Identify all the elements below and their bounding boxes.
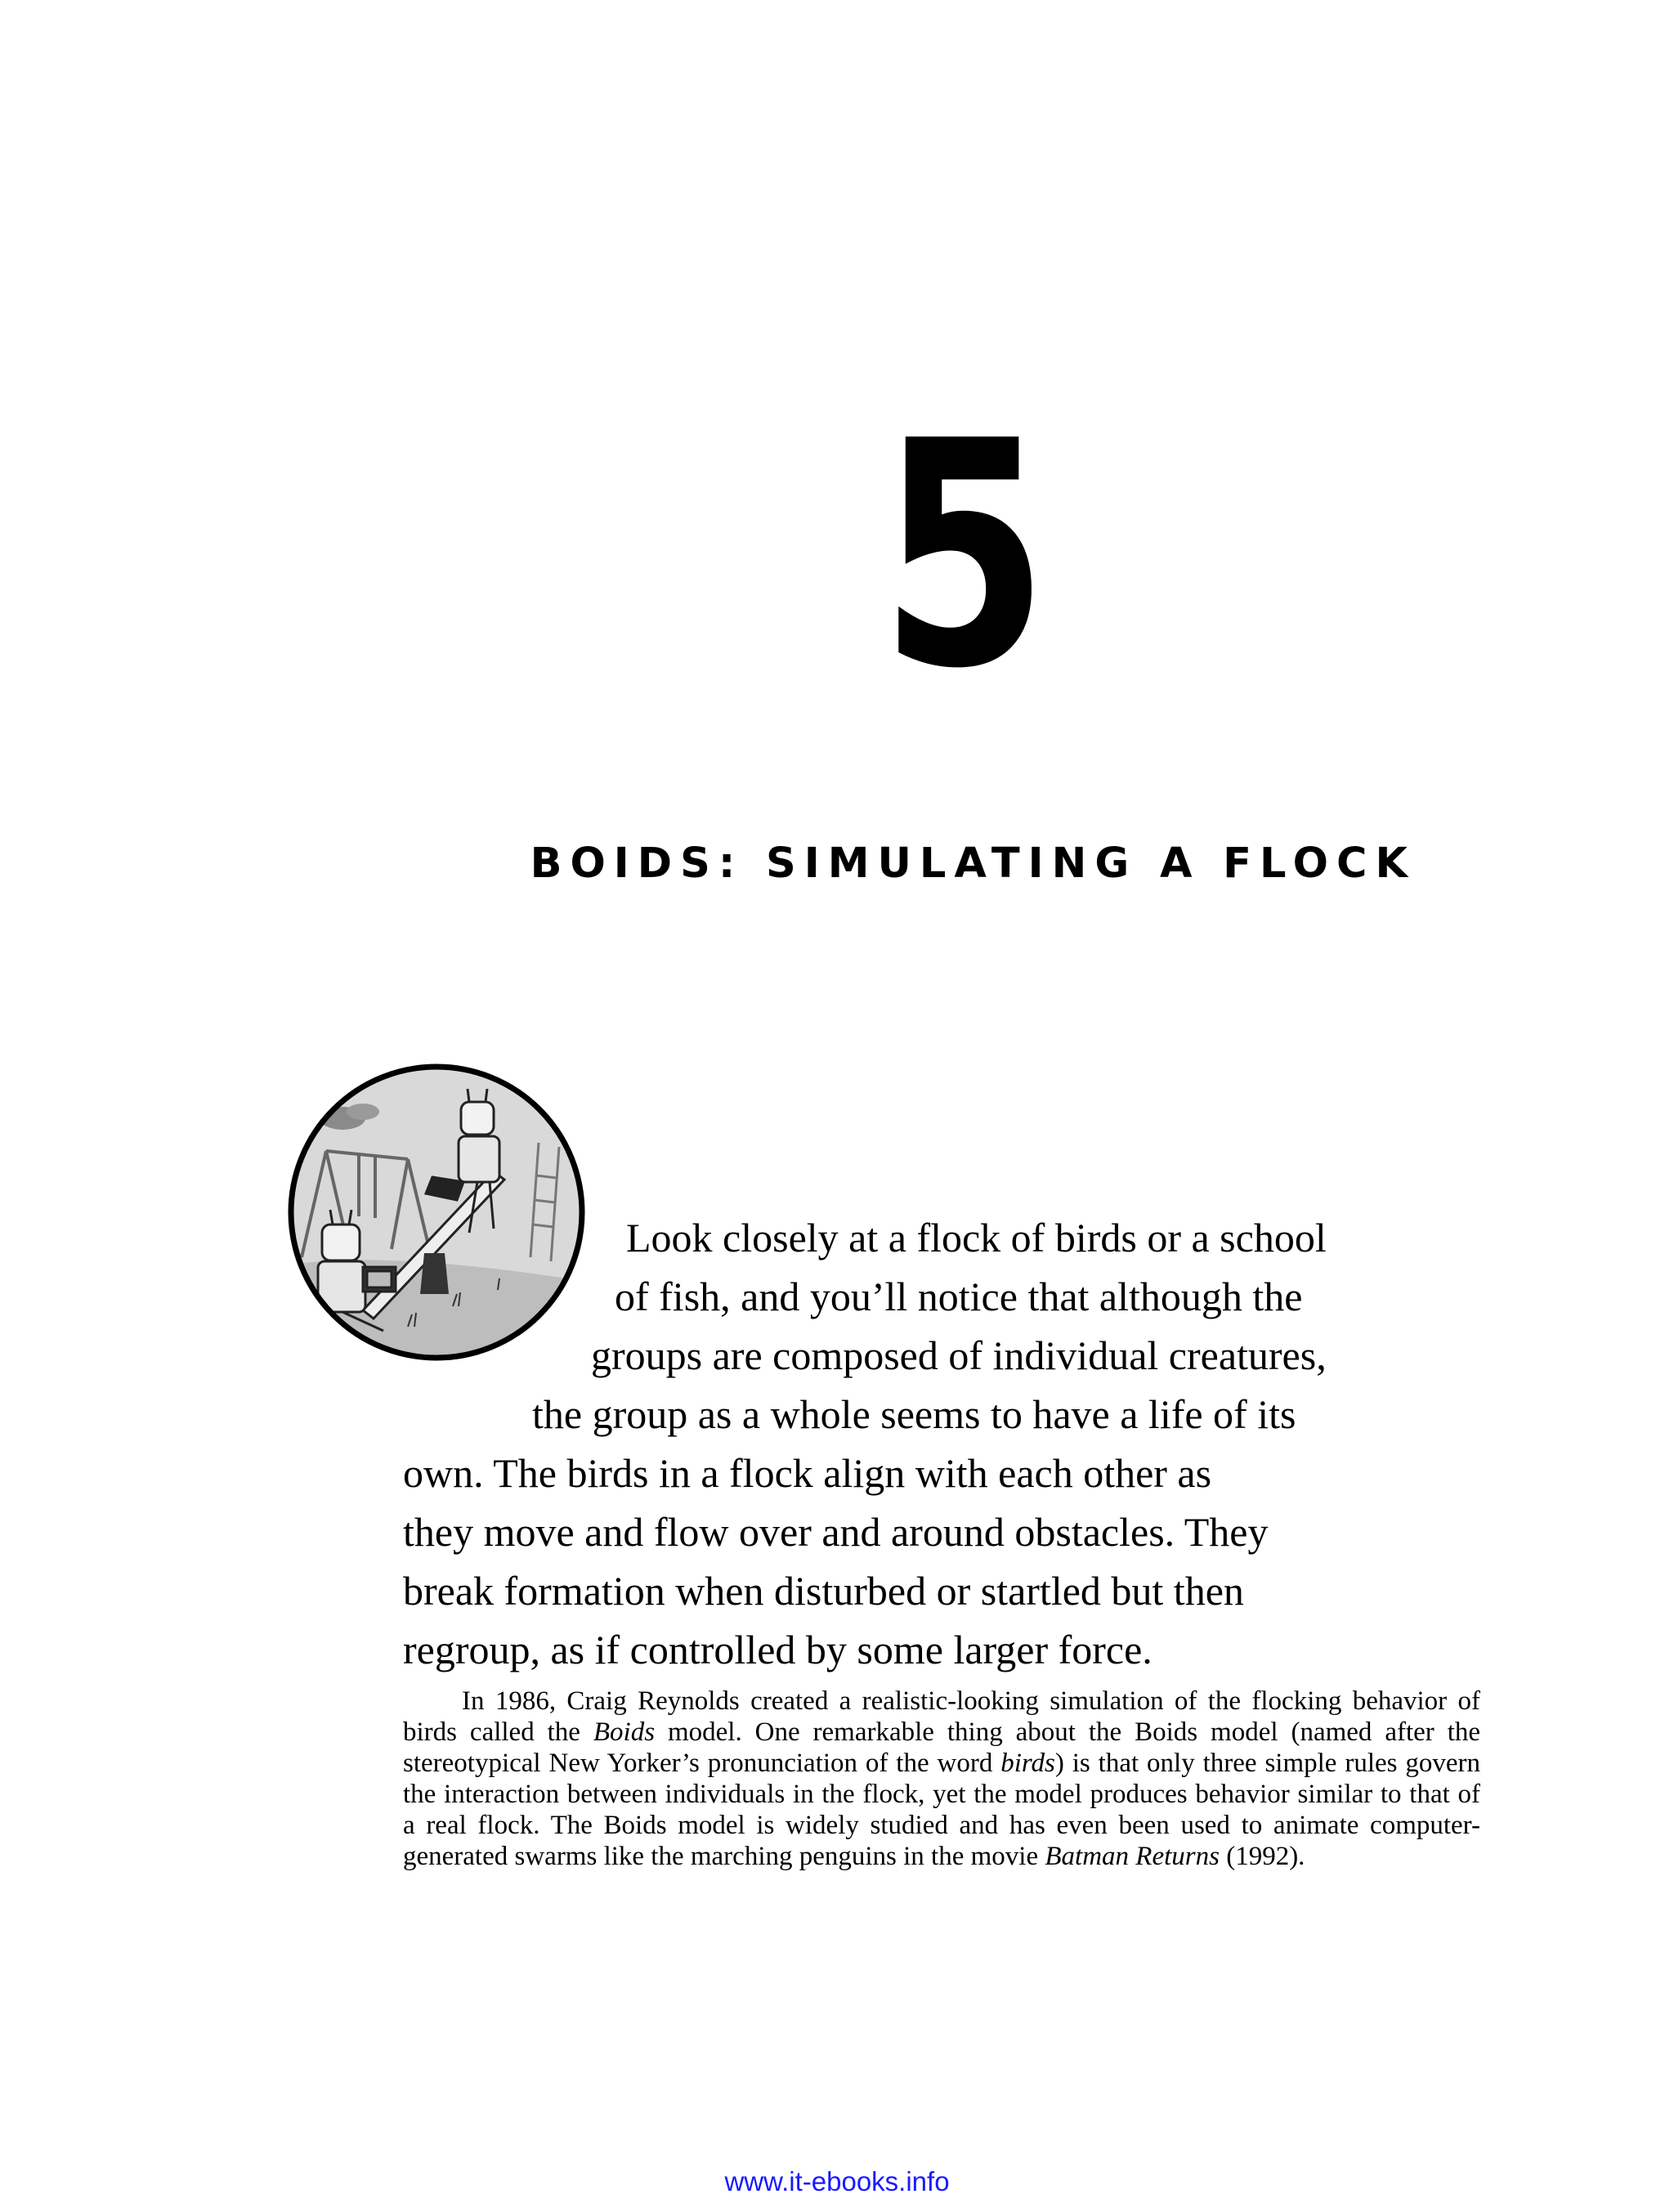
chapter-title: BOIDS: SIMULATING A FLOCK bbox=[530, 840, 1416, 888]
lead-line: Look closely at a flock of birds or a school bbox=[626, 1215, 1327, 1260]
body-text-run: ) is that only three simple rules govern the interaction between individuals in the flock, yet the model produces behavior similar to that of a real flock. The Boids model is widely studied and has even been used to animate computer-generated swarms like the marching penguins in the movie bbox=[403, 1749, 1480, 1871]
lead-line: of fish, and you’ll notice that although the bbox=[615, 1274, 1303, 1319]
body-text-run: In 1986, Craig Reynolds created a realistic-looking simulation of the flocking behavior of birds called the bbox=[403, 1686, 1480, 1747]
lead-line: the group as a whole seems to have a life of its bbox=[532, 1391, 1296, 1437]
italic-term: Boids bbox=[593, 1717, 656, 1747]
lead-line: regroup, as if controlled by some larger force. bbox=[403, 1627, 1153, 1672]
robots-on-seesaw-illustration bbox=[285, 1061, 588, 1363]
lead-line: own. The birds in a flock align with each other as bbox=[403, 1450, 1212, 1496]
italic-title: Batman Returns bbox=[1045, 1842, 1220, 1871]
lead-line: break formation when disturbed or startled but then bbox=[403, 1568, 1244, 1614]
lead-line: they move and flow over and around obstacles. They bbox=[403, 1509, 1269, 1555]
chapter-number: 5 bbox=[880, 374, 1049, 737]
body-text bbox=[403, 1686, 1480, 1872]
lead-line: groups are composed of individual creatures, bbox=[591, 1332, 1327, 1378]
body-paragraph bbox=[403, 1686, 1480, 1872]
body-text-run: model. One remarkable thing about the Boids model (named after the stereotypical New Yorker’s pronunciation of the word bbox=[403, 1717, 1481, 1778]
body-text-run: (1992). bbox=[1219, 1842, 1305, 1871]
italic-term: birds bbox=[1000, 1749, 1055, 1778]
footer-link[interactable]: www.it-ebooks.info bbox=[724, 2166, 950, 2196]
